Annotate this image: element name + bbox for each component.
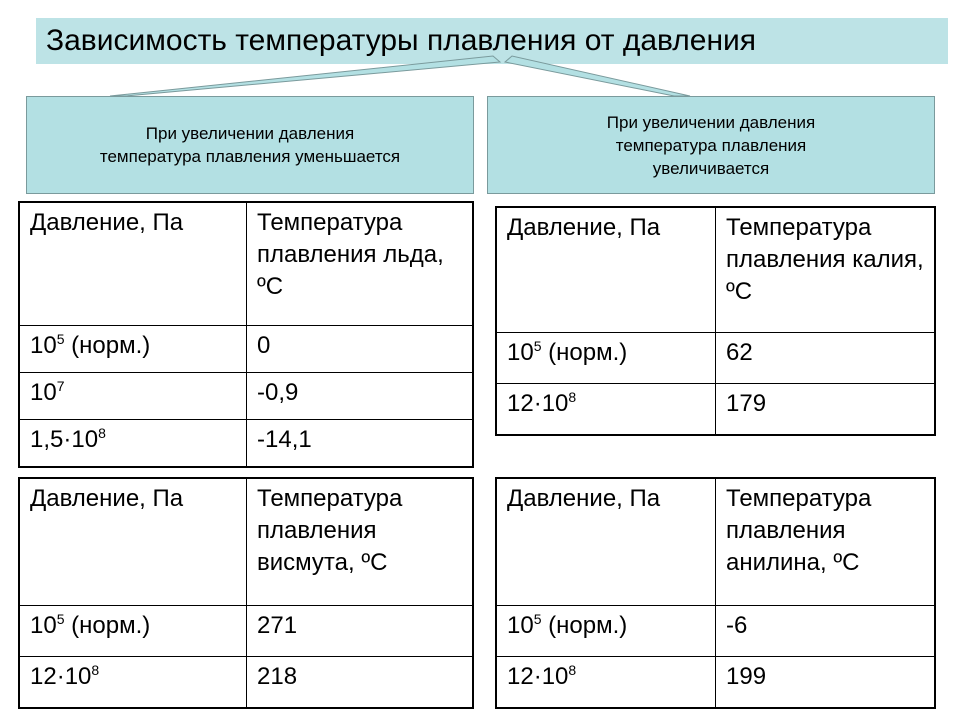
temperature-cell: -14,1 bbox=[247, 420, 474, 468]
pressure-cell: $12\cdot 10^8$ bbox=[496, 384, 716, 436]
header-temperature: Температура плавления льда, ºC bbox=[247, 202, 474, 326]
table-header-row bbox=[496, 478, 935, 606]
temperature-cell: -6 bbox=[716, 606, 936, 657]
temperature-cell: 218 bbox=[247, 657, 474, 709]
callout-decrease bbox=[26, 96, 474, 194]
pressure-cell: $10^5$ (норм.) bbox=[496, 606, 716, 657]
temperature-cell: 0 bbox=[247, 326, 474, 373]
pressure-cell: $10^7$ bbox=[19, 373, 247, 420]
header-pressure: Давление, Па bbox=[19, 202, 247, 326]
table-row bbox=[19, 657, 473, 709]
pressure-cell: $10^5$ (норм.) bbox=[496, 333, 716, 384]
table-row bbox=[496, 606, 935, 657]
table-aniline bbox=[495, 477, 936, 709]
header-temperature: Температура плавления анилина, ºC bbox=[716, 478, 936, 606]
table-bismuth bbox=[18, 477, 474, 709]
right-connector-arrow bbox=[505, 56, 690, 96]
callout-left-line-2: температура плавления уменьшается bbox=[99, 147, 401, 166]
left-connector-arrow bbox=[110, 56, 500, 96]
callout-right-line-1: При увеличении давления bbox=[606, 112, 816, 132]
temperature-cell: 179 bbox=[716, 384, 936, 436]
table-row bbox=[19, 373, 473, 420]
table-potassium bbox=[495, 206, 936, 436]
temperature-cell: 62 bbox=[716, 333, 936, 384]
header-pressure: Давление, Па bbox=[19, 478, 247, 606]
pressure-cell: $10^5$ (норм.) bbox=[19, 326, 247, 373]
pressure-cell: $10^5$ (норм.) bbox=[19, 606, 247, 657]
temperature-cell: 271 bbox=[247, 606, 474, 657]
table-row bbox=[496, 657, 935, 709]
table-row bbox=[19, 326, 473, 373]
table-header-row bbox=[19, 202, 473, 326]
table-row bbox=[496, 333, 935, 384]
pressure-cell: $12\cdot 10^8$ bbox=[496, 657, 716, 709]
header-pressure: Давление, Па bbox=[496, 207, 716, 333]
page-title: Зависимость температуры плавления от давления bbox=[36, 18, 948, 64]
table-row bbox=[19, 606, 473, 657]
table-header-row bbox=[19, 478, 473, 606]
pressure-cell: $12\cdot 10^8$ bbox=[19, 657, 247, 709]
callout-right-line-2: температура плавления bbox=[615, 135, 807, 155]
table-ice bbox=[18, 201, 474, 468]
pressure-cell: $1,5\cdot 10^8$ bbox=[19, 420, 247, 468]
table-row bbox=[19, 420, 473, 468]
header-temperature: Температура плавления калия, ºC bbox=[716, 207, 936, 333]
temperature-cell: -0,9 bbox=[247, 373, 474, 420]
header-pressure: Давление, Па bbox=[496, 478, 716, 606]
header-temperature: Температура плавления висмута, ºC bbox=[247, 478, 474, 606]
temperature-cell: 199 bbox=[716, 657, 936, 709]
table-header-row bbox=[496, 207, 935, 333]
table-row bbox=[496, 384, 935, 436]
callout-left-line-1: При увеличении давления bbox=[145, 124, 355, 143]
callout-increase bbox=[487, 96, 935, 194]
callout-right-line-3: увеличивается bbox=[652, 158, 770, 178]
